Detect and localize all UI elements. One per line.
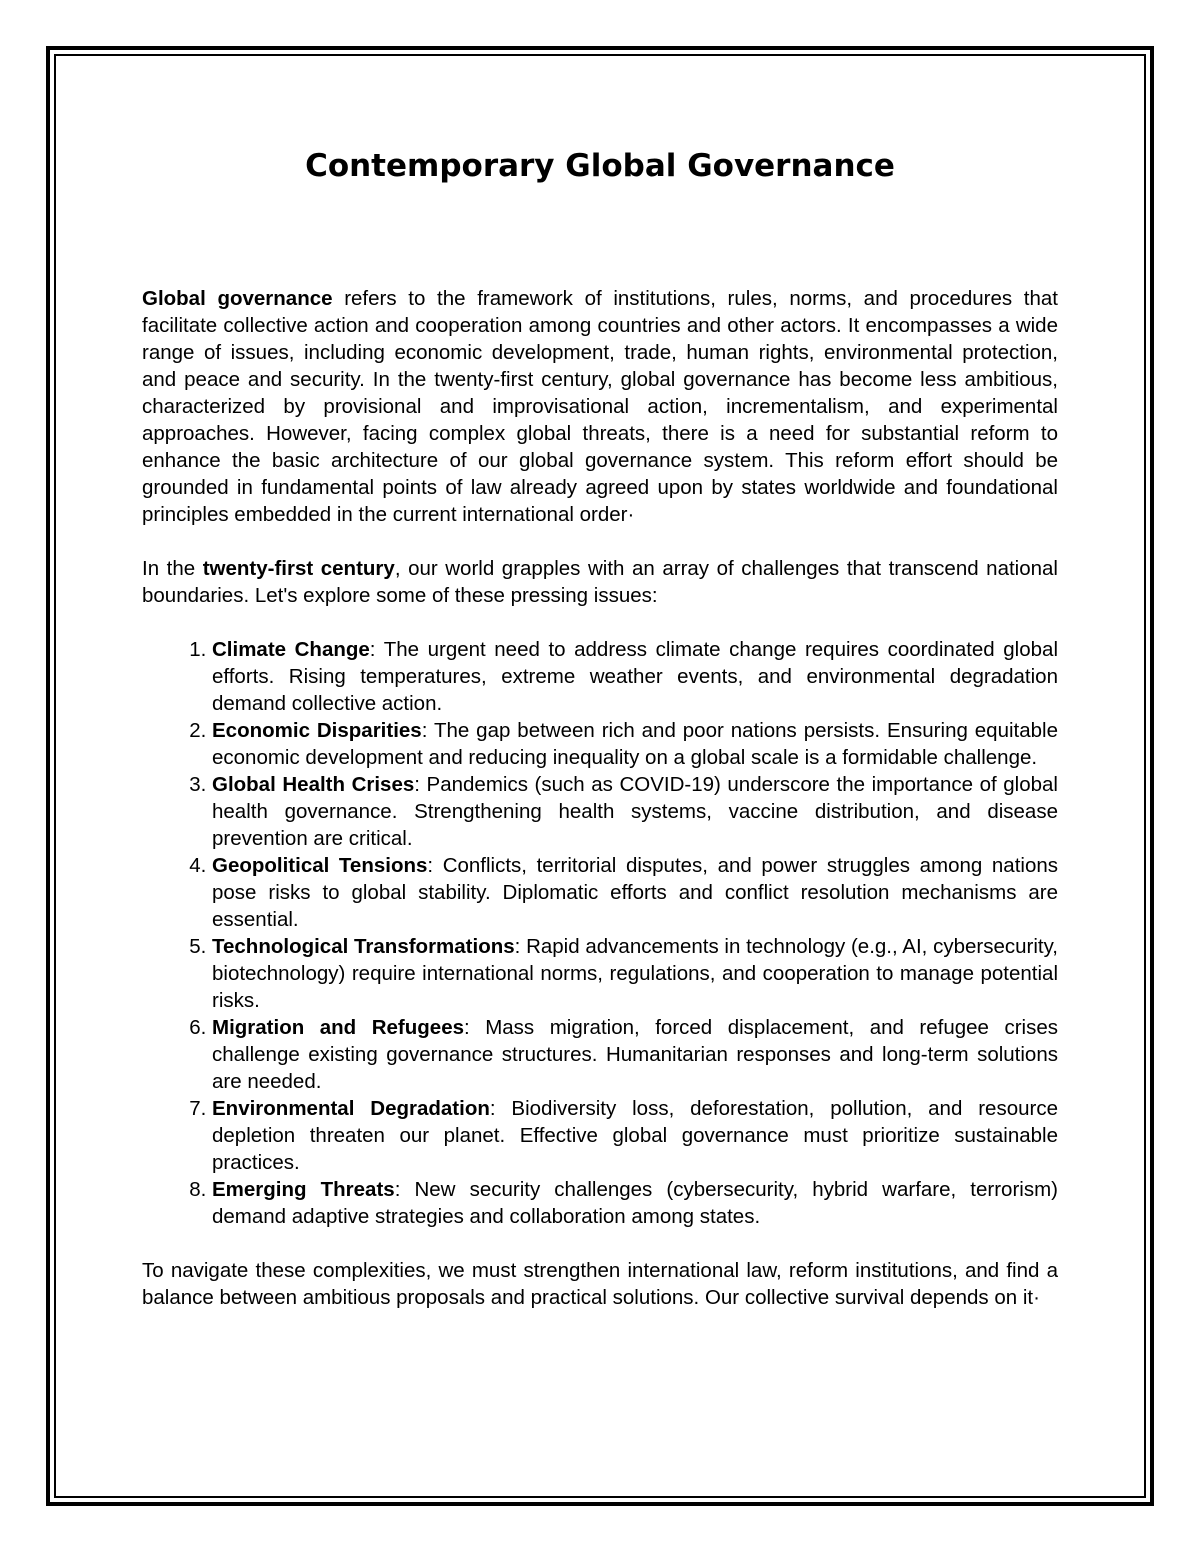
list-item-term: Technological Transformations xyxy=(212,935,515,958)
conclusion-paragraph: To navigate these complexities, we must strengthen international law, reform institutions, and find a balance between ambitious proposals and practical solutions. Our collective survival depends on it· xyxy=(142,1259,1058,1309)
lead-before: In the xyxy=(142,557,203,580)
challenges-list xyxy=(142,636,1058,1230)
list-item-emerging-threats xyxy=(212,1176,1058,1230)
list-item-text: : New security challenges (cybersecurity, hybrid warfare, terrorism) demand adaptive strategies and collaboration among states. xyxy=(212,1178,1058,1228)
list-item-environmental-degradation xyxy=(212,1095,1058,1176)
list-item-geopolitical-tensions xyxy=(212,852,1058,933)
list-item-migration-and-refugees xyxy=(212,1014,1058,1095)
list-item-term: Geopolitical Tensions xyxy=(212,854,428,877)
document-body xyxy=(142,140,1058,1311)
list-item-economic-disparities xyxy=(212,717,1058,771)
list-item-term: Climate Change xyxy=(212,638,370,661)
list-item-term: Economic Disparities xyxy=(212,719,422,742)
list-item-text: : Conflicts, territorial disputes, and power struggles among nations pose risks to global stability. Diplomatic efforts and conflict resolution mechanisms are essential. xyxy=(212,854,1058,931)
list-item-text: : Pandemics (such as COVID-19) underscore the importance of global health governance. Strengthening health systems, vaccine distribution, and disease prevention are critical. xyxy=(212,773,1058,850)
list-item-text: : Mass migration, forced displacement, and refugee crises challenge existing governance structures. Humanitarian responses and long-term solutions are needed. xyxy=(212,1016,1058,1093)
intro-term: Global governance xyxy=(142,287,333,310)
list-item-term: Environmental Degradation xyxy=(212,1097,490,1120)
list-item-term: Emerging Threats xyxy=(212,1178,395,1201)
page-title: Contemporary Global Governance xyxy=(305,148,895,184)
list-item-global-health-crises xyxy=(212,771,1058,852)
list-item-text: : The gap between rich and poor nations persists. Ensuring equitable economic development and reducing inequality on a global scale is a formidable challenge. xyxy=(212,719,1058,769)
list-item-text: : Rapid advancements in technology (e.g., AI, cybersecurity, biotechnology) require international norms, regulations, and cooperation to manage potential risks. xyxy=(212,935,1058,1012)
intro-text: refers to the framework of institutions, rules, norms, and procedures that facilitate collective action and cooperation among countries and other actors. It encompasses a wide range of issues, including economic development, trade, human rights, environmental protection, and peace and security. In the twenty-first century, global governance has become less ambitious, characterized by provisional and improvisational action, incrementalism, and experimental approaches. However, facing complex global threats, there is a need for substantial reform to enhance the basic architecture of our global governance system. This reform effort should be grounded in fundamental points of law already agreed upon by states worldwide and foundational principles embedded in the current international order· xyxy=(142,287,1058,526)
list-item-term: Global Health Crises xyxy=(212,773,415,796)
list-item-text: : Biodiversity loss, deforestation, pollution, and resource depletion threaten our planet. Effective global governance must prioritize sustainable practices. xyxy=(212,1097,1058,1174)
list-item-climate-change xyxy=(212,636,1058,717)
lead-after: , our world grapples with an array of challenges that transcend national boundaries. Let's explore some of these pressing issues: xyxy=(142,557,1058,607)
list-item-term: Migration and Refugees xyxy=(212,1016,464,1039)
lead-term: twenty-first century xyxy=(202,557,395,580)
intro-paragraph xyxy=(142,285,1058,528)
lead-paragraph xyxy=(142,555,1058,609)
list-item-text: : The urgent need to address climate change requires coordinated global efforts. Rising temperatures, extreme weather events, and environmental degradation demand collective action. xyxy=(212,638,1058,715)
list-item-technological-transformations xyxy=(212,933,1058,1014)
